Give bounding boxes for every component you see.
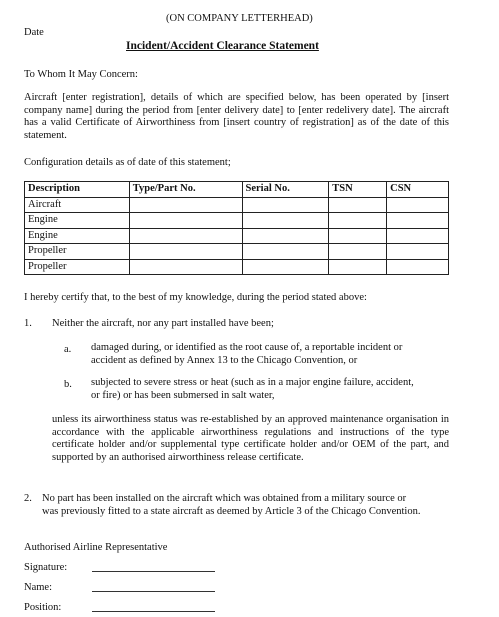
position-label: Position: [24, 602, 62, 613]
row-description: Propeller [25, 259, 130, 275]
table-header-row [25, 182, 449, 198]
header-csn: CSN [387, 182, 449, 198]
authorised-rep-label: Authorised Airline Representative [24, 542, 168, 553]
serial-cell [242, 213, 329, 229]
serial-cell [242, 259, 329, 275]
certification-statement: I hereby certify that, to the best of my knowledge, during the period stated above: [24, 292, 367, 303]
table-row [25, 228, 449, 244]
item-2-line-1: No part has been installed on the aircraft which was obtained from a military source or [42, 493, 407, 504]
tsn-cell [329, 244, 387, 260]
type-part-cell [129, 244, 242, 260]
tsn-cell [329, 213, 387, 229]
letterhead-note: (ON COMPANY LETTERHEAD) [166, 13, 313, 24]
document-title: Incident/Accident Clearance Statement [126, 40, 319, 52]
item-2-number: 2. [24, 493, 32, 504]
config-intro: Configuration details as of date of this statement; [24, 157, 231, 168]
serial-cell [242, 197, 329, 213]
type-part-cell [129, 259, 242, 275]
table-row [25, 259, 449, 275]
table-row [25, 244, 449, 260]
serial-cell [242, 244, 329, 260]
table-row [25, 197, 449, 213]
header-serial-no: Serial No. [242, 182, 329, 198]
date-label: Date [24, 27, 44, 38]
intro-paragraph: Aircraft [enter registration], details of which are specified below, has been operated by [insert company name] during the period from [enter delivery date] to [enter redelivery date]. The aircraft has a valid Certificate of Airworthiness from [insert country of registration] as of the date of this statement. [24, 92, 449, 141]
tsn-cell [329, 228, 387, 244]
header-description: Description [25, 182, 130, 198]
csn-cell [387, 228, 449, 244]
row-description: Aircraft [25, 197, 130, 213]
item-1a-line-2: accident as defined by Annex 13 to the Chicago Convention, or [91, 355, 358, 366]
csn-cell [387, 259, 449, 275]
item-1a-line-1: damaged during, or identified as the root cause of, a reportable incident or [91, 342, 403, 353]
csn-cell [387, 197, 449, 213]
signature-line [92, 571, 215, 572]
type-part-cell [129, 213, 242, 229]
item-1a-label: a. [64, 344, 72, 355]
row-description: Engine [25, 228, 130, 244]
name-label: Name: [24, 582, 52, 593]
row-description: Engine [25, 213, 130, 229]
salutation: To Whom It May Concern: [24, 69, 138, 80]
item-1-text: Neither the aircraft, nor any part installed have been; [52, 318, 274, 329]
position-line [92, 611, 215, 612]
csn-cell [387, 213, 449, 229]
item-1-number: 1. [24, 318, 32, 329]
serial-cell [242, 228, 329, 244]
header-type-part-no: Type/Part No. [129, 182, 242, 198]
item-1b-line-2: or fire) or has been submersed in salt water, [91, 390, 275, 401]
name-line [92, 591, 215, 592]
configuration-table [24, 181, 449, 275]
item-1b-label: b. [64, 379, 72, 390]
tsn-cell [329, 259, 387, 275]
type-part-cell [129, 197, 242, 213]
row-description: Propeller [25, 244, 130, 260]
item-2-line-2: was previously fitted to a state aircraft as deemed by Article 3 of the Chicago Convention. [42, 506, 421, 517]
header-tsn: TSN [329, 182, 387, 198]
signature-label: Signature: [24, 562, 68, 573]
table-row [25, 213, 449, 229]
tsn-cell [329, 197, 387, 213]
csn-cell [387, 244, 449, 260]
item-1-unless-paragraph: unless its airworthiness status was re-established by an approved maintenance organisation in accordance with the applicable airworthiness regulations and instructions of the type certificate holder and/or supplemental type certificate holder and/or OEM of the part, and supported by an authorised airworthiness release certificate. [52, 414, 449, 463]
type-part-cell [129, 228, 242, 244]
item-1b-line-1: subjected to severe stress or heat (such as in a major engine failure, accident, [91, 377, 414, 388]
